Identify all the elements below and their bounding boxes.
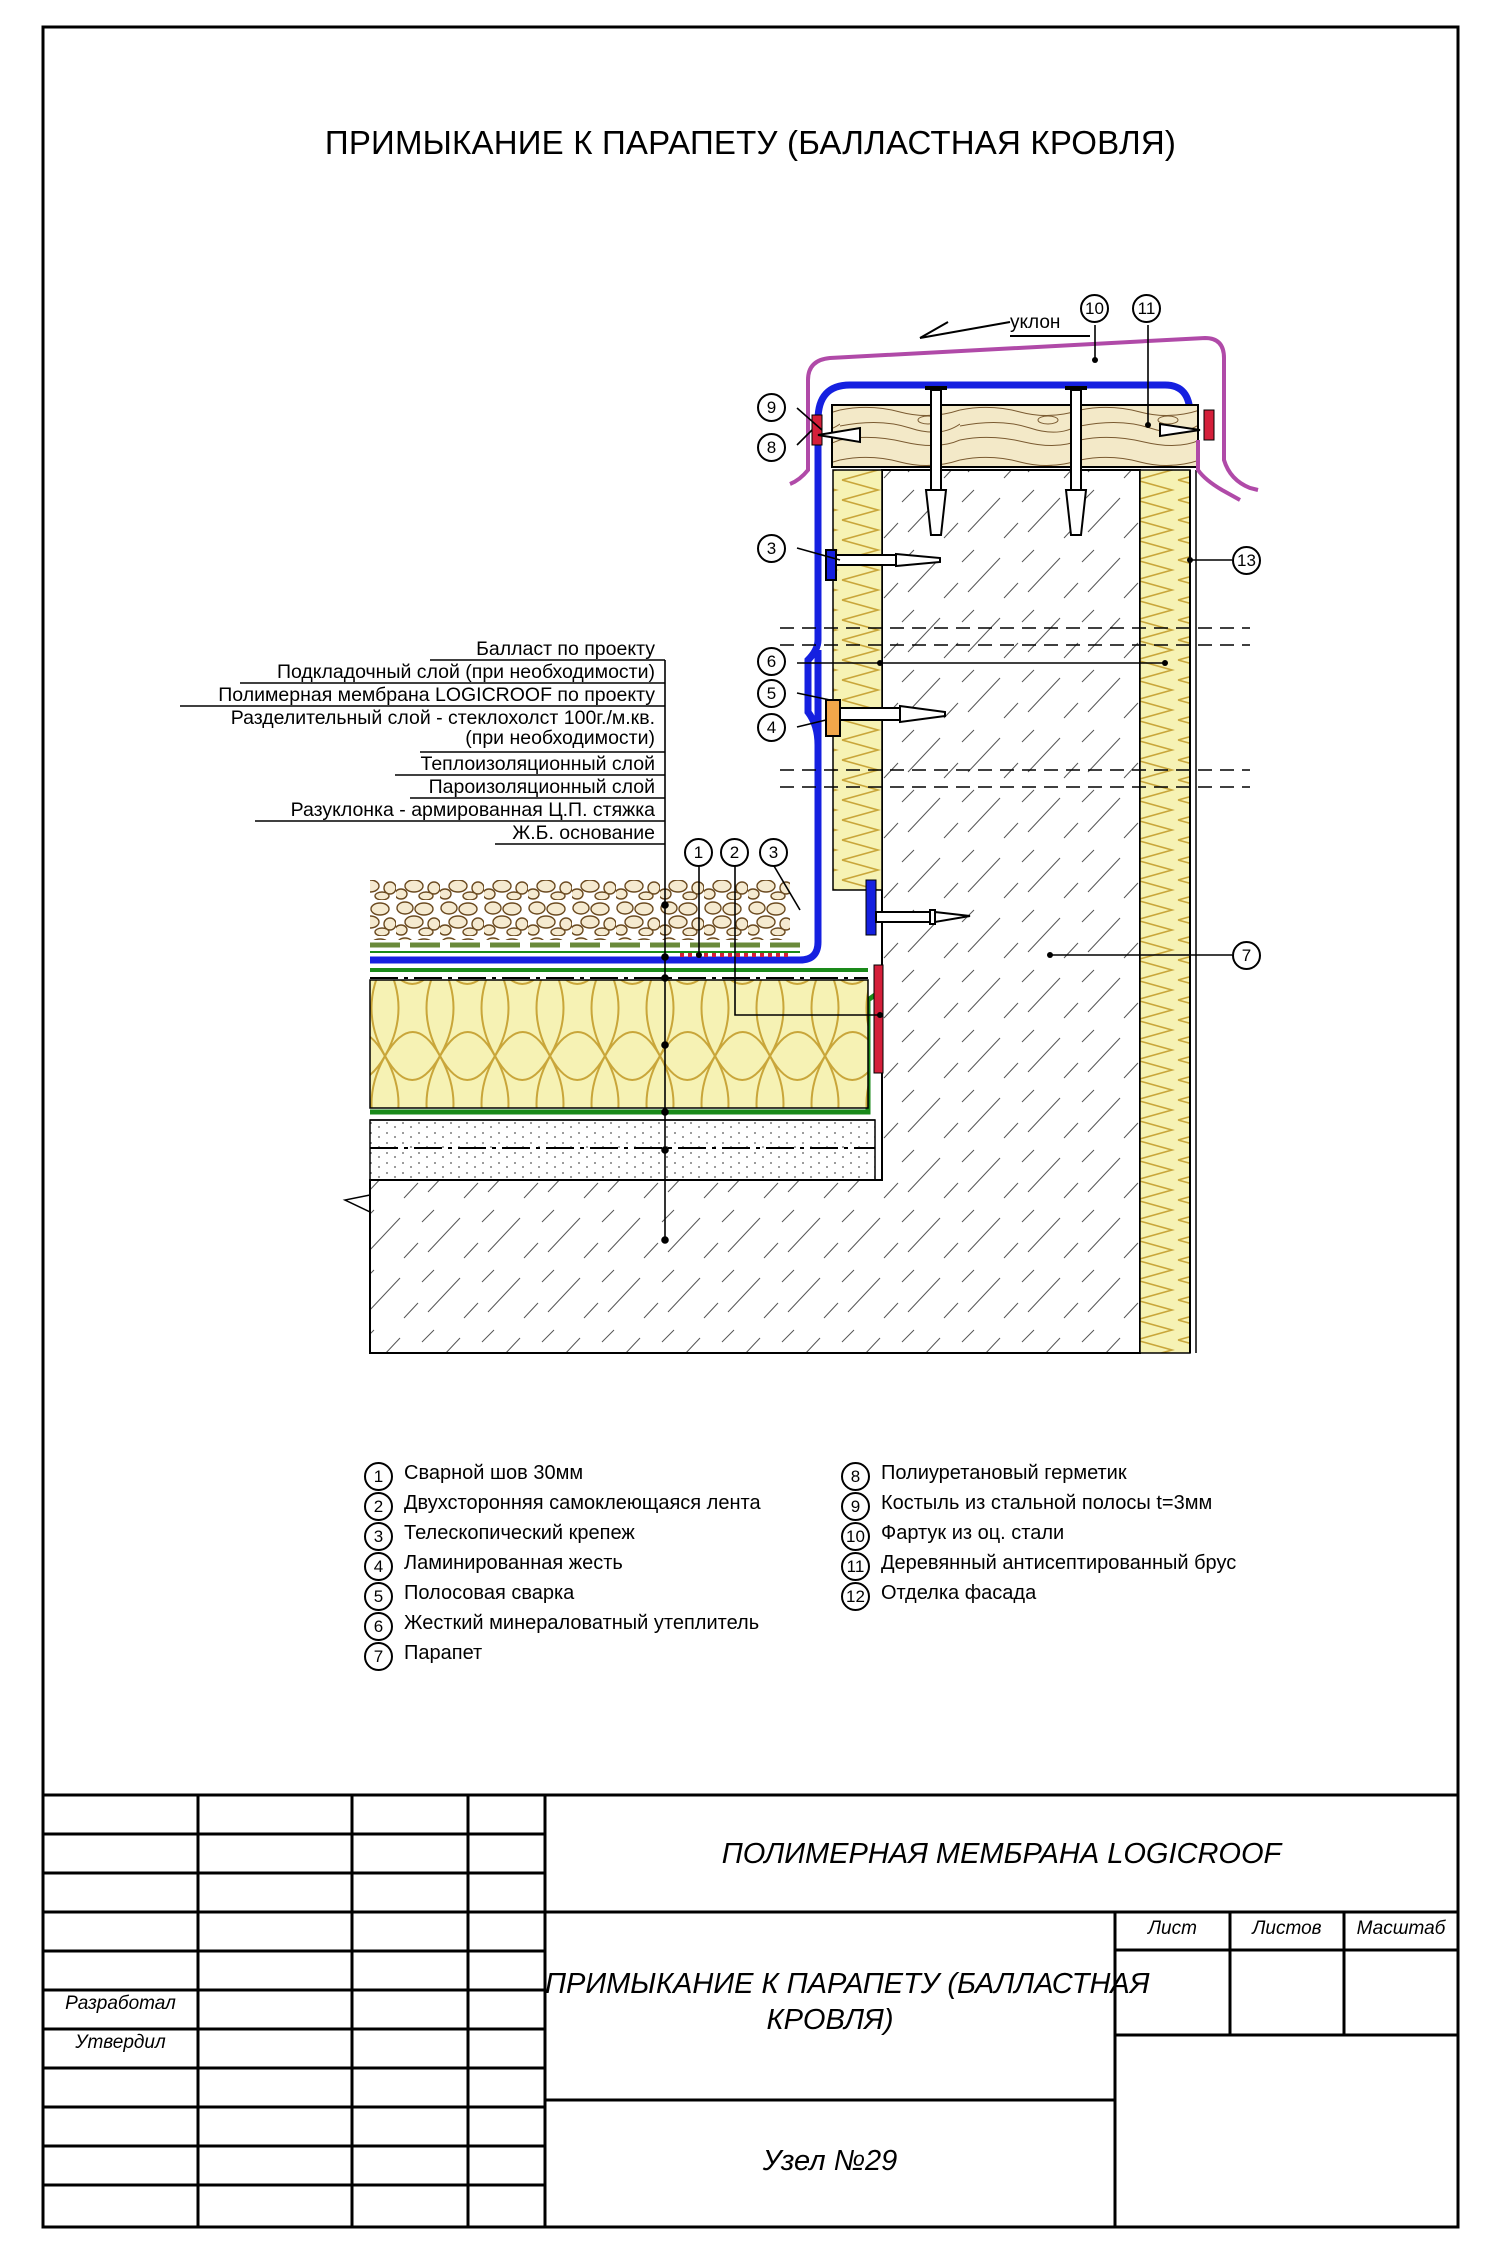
stamp-developed: Разработал	[65, 1993, 176, 2014]
legend-num-9: 9	[841, 1492, 870, 1521]
legend-num-10: 10	[841, 1522, 870, 1551]
stamp-col-scale: Масштаб	[1356, 1918, 1446, 1939]
legend-text-5: Полосовая сварка	[404, 1582, 575, 1604]
legend-text-9: Костыль из стальной полосы t=3мм	[881, 1492, 1213, 1514]
legend-text-6: Жесткий минераловатный утеплитель	[404, 1612, 760, 1634]
roof-insulation	[370, 980, 868, 1108]
legend-num-8: 8	[841, 1462, 870, 1491]
timber-beam	[832, 405, 1198, 467]
layer-label-screed: Разуклонка - армированная Ц.П. стяжка	[290, 799, 655, 821]
callout-8: 8	[757, 433, 786, 462]
layer-label-vapor: Пароизоляционный слой	[428, 776, 655, 798]
callout-7: 7	[1232, 941, 1261, 970]
legend-num-11: 11	[841, 1552, 870, 1581]
legend-text-10: Фартук из оц. стали	[881, 1522, 1065, 1544]
page-title: ПРИМЫКАНИЕ К ПАРАПЕТУ (БАЛЛАСТНАЯ КРОВЛЯ)	[324, 124, 1177, 161]
callout-1: 1	[684, 838, 713, 867]
layer-label-separator-note: (при необходимости)	[465, 727, 655, 749]
facade-insulation	[1140, 470, 1190, 1353]
stamp-sheet-title-2: КРОВЛЯ)	[766, 2004, 894, 2036]
gravel-ballast	[370, 880, 790, 940]
stamp-project: ПОЛИМЕРНАЯ МЕМБРАНА LOGICROOF	[721, 1838, 1282, 1870]
legend-num-7: 7	[364, 1642, 393, 1671]
legend-num-6: 6	[364, 1612, 393, 1641]
slope-arrow	[920, 322, 1090, 338]
stamp-node-number: Узел №29	[762, 2145, 898, 2177]
tape-strip	[874, 965, 883, 1073]
stamp-sheet-title-1: ПРИМЫКАНИЕ К ПАРАПЕТУ (БАЛЛАСТНАЯ	[545, 1968, 1150, 2000]
callout-3-top: 3	[757, 534, 786, 563]
legend-num-5: 5	[364, 1582, 393, 1611]
sealant-left	[812, 415, 822, 445]
stamp-col-sheets: Листов	[1252, 1918, 1322, 1939]
screed-layer	[370, 1120, 875, 1180]
callout-9: 9	[757, 393, 786, 422]
legend-text-12: Отделка фасада	[881, 1582, 1037, 1604]
layer-label-membrane: Полимерная мембрана LOGICROOF по проекту	[218, 684, 655, 706]
layer-label-underlayer: Подкладочный слой (при необходимости)	[276, 661, 655, 683]
slope-label: уклон	[1010, 312, 1061, 333]
legend-text-3: Телескопический крепеж	[404, 1522, 635, 1544]
stamp-approved: Утвердил	[75, 2032, 166, 2053]
legend-num-1: 1	[364, 1462, 393, 1491]
layer-label-ballast: Балласт по проекту	[476, 638, 655, 660]
legend-num-2: 2	[364, 1492, 393, 1521]
callout-6: 6	[757, 647, 786, 676]
sealant-right	[1204, 410, 1214, 440]
callout-4: 4	[757, 713, 786, 742]
stamp-col-sheet: Лист	[1148, 1918, 1197, 1939]
legend-text-8: Полиуретановый герметик	[881, 1462, 1127, 1484]
legend-num-12: 12	[841, 1582, 870, 1611]
callout-2: 2	[720, 838, 749, 867]
layer-label-insulation: Теплоизоляционный слой	[420, 753, 655, 775]
legend-text-2: Двухсторонняя самоклеющаяся лента	[404, 1492, 761, 1514]
callout-10: 10	[1080, 294, 1109, 323]
legend-num-3: 3	[364, 1522, 393, 1551]
callout-3-bottom: 3	[759, 838, 788, 867]
callout-11: 11	[1132, 294, 1161, 323]
legend-text-11: Деревянный антисептированный брус	[881, 1552, 1237, 1574]
rigid-insulation-inner	[833, 470, 882, 890]
legend-text-1: Сварной шов 30мм	[404, 1462, 584, 1484]
callout-5: 5	[757, 679, 786, 708]
legend-num-4: 4	[364, 1552, 393, 1581]
layer-label-base: Ж.Б. основание	[512, 822, 655, 844]
callout-13: 13	[1232, 546, 1261, 575]
layer-label-separator: Разделительный слой - стеклохолст 100г./м.кв.	[230, 707, 655, 729]
legend-text-4: Ламинированная жесть	[404, 1552, 623, 1574]
legend-text-7: Парапет	[404, 1642, 483, 1664]
